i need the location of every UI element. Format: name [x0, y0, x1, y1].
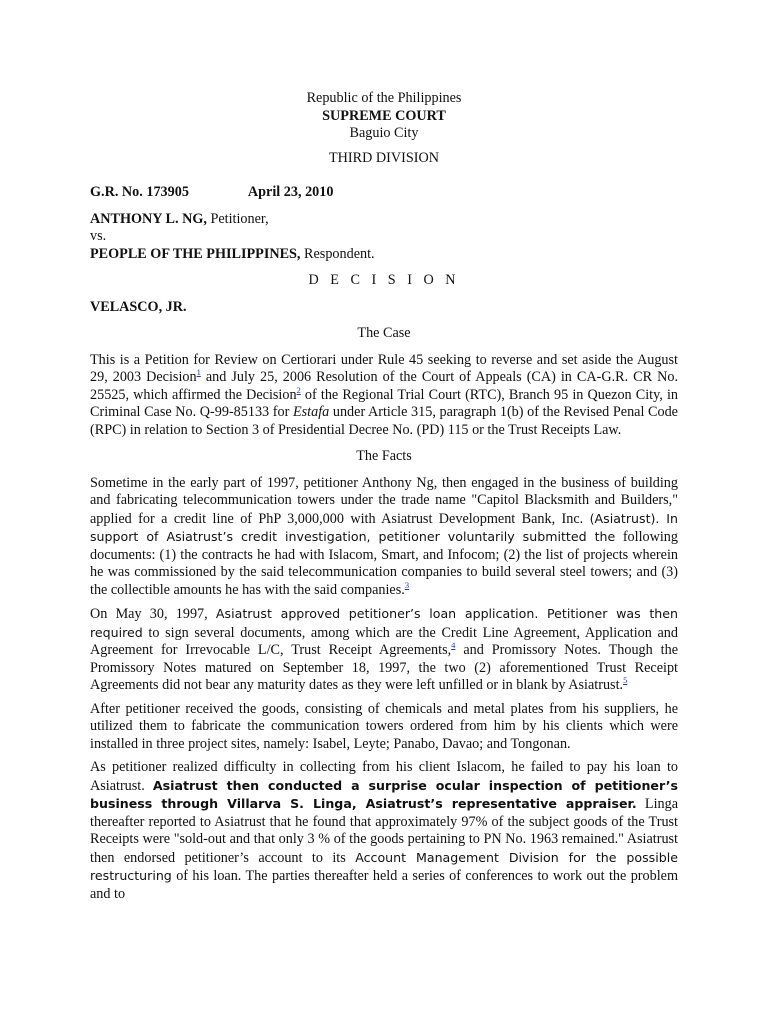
respondent-line — [90, 246, 678, 264]
paragraph-5: As petitioner realized difficulty in collecting from his client Islacom, he failed to pay his loan to Asiatrust. Asiatrust then conducted a surprise ocular inspection of petitioner’s business through Villarva S. Linga, Asiatrust’s representative appraiser. Linga thereafter reported to Asiatrust that he found that approximately 97% of the subject goods of the Trust Receipts were "sold-out and that only 3 % of the goods pertaining to PN No. 1963 remained." Asiatrust then endorsed petitioner’s account to its Account Management Division for the possible restructuring of his loan. The parties thereafter held a series of conferences to work out the problem and to — [90, 759, 678, 902]
versus-line: vs. — [90, 228, 107, 244]
gr-number: G.R. No. 173905 — [90, 184, 189, 200]
section-heading-the-facts: The Facts — [356, 448, 412, 464]
section-heading-the-case: The Case — [357, 325, 411, 341]
footnote-1-link[interactable]: 1 — [196, 367, 201, 377]
country-line: Republic of the Philippines — [306, 90, 462, 106]
case-date: April 23, 2010 — [247, 184, 334, 200]
court-city: Baguio City — [349, 125, 419, 141]
petitioner-line — [90, 211, 678, 229]
highlighted-sentence: Asiatrust then conducted a surprise ocular inspection of petitioner’s business through Villarva S. Linga, Asiatrust’s representative appraiser. — [90, 777, 678, 811]
paragraph-4: After petitioner received the goods, consisting of chemicals and metal plates from his suppliers, he utilized them to fabricate the communication towers ordered from him by his clients which were installed in three project sites, namely: Isabel, Leyte; Panabo, Davao; and Tongonan. — [90, 700, 678, 752]
petitioner-role: Petitioner, — [206, 210, 269, 227]
ponente: VELASCO, JR. — [90, 298, 187, 315]
petitioner-name: ANTHONY L. NG, — [90, 210, 207, 227]
estafa-term: Estafa — [292, 404, 330, 420]
paragraph-1: This is a Petition for Review on Certiorari under Rule 45 seeking to reverse and set aside the August 29, 2003 Decision$^1$ and July 25, 2006 Resolution of the Court of Appeals (CA) in CA-G.R. CR No. 25525, which affirmed the Decision$^2$ of the Regional Trial Court (RTC), Branch 95 in Quezon City, in Criminal Case No. Q-99-85133 for Estafa under Article 315, paragraph 1(b) of the Revised Penal Code (RPC) in relation to Section 3 of Presidential Decree No. (PD) 115 or the Trust Receipts Law. — [90, 351, 678, 438]
footnote-5-link[interactable]: 5 — [623, 675, 628, 685]
footnote-3-link[interactable]: 3 — [404, 579, 410, 590]
division-line: THIRD DIVISION — [329, 149, 439, 166]
respondent-name: PEOPLE OF THE PHILIPPINES, — [90, 245, 301, 262]
decision-title: D E C I S I O N — [308, 272, 460, 288]
respondent-role: Respondent. — [300, 245, 375, 262]
paragraph-3: On May 30, 1997, Asiatrust approved petitioner’s loan application. Petitioner was then required to sign several documents, among which are the Credit Line Agreement, Application and Agreement for Irrevocable L/C, Trust Receipt Agreements,$^4$ and Promissory Notes. Though the Promissory Notes matured on September 18, 1997, the two (2) aforementioned Trust Receipt Agreements did not bear any maturity dates as they were left unfilled or in blank by Asiatrust.$^5$ — [90, 606, 679, 693]
parties-block — [90, 211, 678, 264]
court-name: SUPREME COURT — [322, 107, 446, 124]
case-number-row — [90, 184, 678, 202]
court-header — [90, 90, 678, 167]
paragraph-2: Sometime in the early part of 1997, petitioner Anthony Ng, then engaged in the business of building and fabricating telecommunication towers under the trade name "Capitol Blacksmith and Builders," applied for a credit line of PhP 3,000,000 with Asiatrust Development Bank, Inc. (Asiatrust). In support of Asiatrust’s credit investigation, petitioner voluntarily submitted the following documents: (1) the contracts he had with Islacom, Smart, and Infocom; (2) the list of projects wherein he was commissioned by the said telecommunication companies to build several steel towers; and (3) the collectible amounts he has with the said companies.$^3$ — [90, 474, 678, 598]
footnote-2-link[interactable]: 2 — [296, 384, 301, 395]
footnote-4-link[interactable]: 4 — [451, 640, 456, 650]
